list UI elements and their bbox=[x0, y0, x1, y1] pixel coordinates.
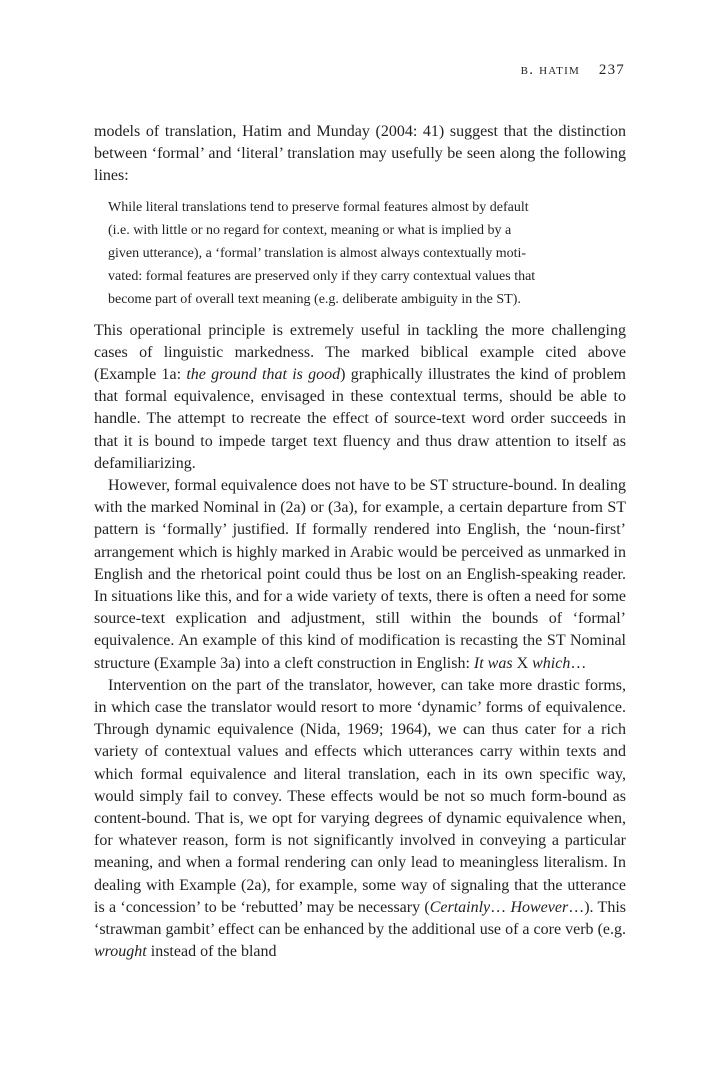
running-head-author: b. hatim bbox=[520, 62, 580, 78]
quote-line: given utterance), a ‘formal’ translation is almost always contextually moti- bbox=[108, 245, 527, 261]
block-quote bbox=[108, 196, 608, 311]
quote-line: While literal translations tend to preserve formal features almost by default bbox=[108, 199, 529, 215]
para3-text-c: …). This ‘strawman gambit’ effect can be enhanced by the additional use of a core verb (e.g. bbox=[94, 898, 626, 939]
running-head bbox=[521, 62, 625, 79]
intro-text: models of translation, Hatim and Munday (2004: 41) suggest that the distinction between ‘formal’ and ‘literal’ translation may usefully be seen along the following lines: bbox=[94, 123, 626, 185]
body-text bbox=[94, 121, 626, 964]
paragraph-dynamic-equivalence bbox=[94, 675, 626, 964]
para3-text-a: Intervention on the part of the translator, however, can take more drastic forms, in which case the translator would resort to more ‘dynamic’ forms of equivalence. Through dynamic equivalence (Nida, 1969; 1964), we can thus cater for a rich variety of contextual values and effects which utterances carry within texts and which formal equivalence and literal translation, each in its own specific way, would simply fail to convey. These effects would be not so much form-bound as content-bound. That is, we opt for varying degrees of dynamic equivalence when, for whatever reason, form is not significantly involved in conveying a particular meaning, and when a formal rendering can only lead to meaningless literalism. In dealing with Example (2a), for example, some way of signaling that the utterance is a ‘concession’ to be ‘rebutted’ may be necessary ( bbox=[94, 676, 626, 916]
para3-italic-however: However bbox=[510, 898, 569, 916]
para3-text-d: instead of the bland bbox=[146, 943, 277, 961]
para2-text-b: X bbox=[512, 654, 533, 672]
quote-line: (i.e. with little or no regard for context, meaning or what is implied by a bbox=[108, 222, 512, 238]
intro-paragraph bbox=[94, 121, 626, 188]
para2-text-c: … bbox=[570, 654, 587, 672]
para2-italic-it-was: It was bbox=[473, 654, 513, 672]
para1-text-b: ) graphically illustrates the kind of problem that formal equivalence, envisaged in these contextual terms, should be able to handle. The attempt to recreate the effect of source-text word order succeeds in that it is bound to impede target text fluency and thus draw attention to itself as defamiliarizing. bbox=[94, 366, 626, 472]
para2-italic-which: which bbox=[532, 654, 571, 672]
quote-line: vated: formal features are preserved only if they carry contextual values that bbox=[108, 268, 536, 284]
page-number: 237 bbox=[598, 62, 625, 78]
para2-text-a: However, formal equivalence does not have to be ST structure-bound. In dealing with the marked Nominal in (2a) or (3a), for example, a certain departure from ST pattern is ‘formally’ justified. If formally rendered into English, the ‘noun-first’ arrangement which is highly marked in Arabic would be perceived as unmarked in English and the rhetorical point could thus be lost on an English-speaking reader. In situations like this, and for a wide variety of texts, there is often a need for some source-text explication and adjustment, still within the bounds of ‘formal’ equivalence. An example of this kind of modification is recasting the ST Nominal structure (Example 3a) into a cleft construction in English: bbox=[94, 477, 626, 672]
para3-italic-wrought: wrought bbox=[94, 943, 147, 961]
para3-italic-certainly: Certainly bbox=[429, 898, 491, 916]
quote-line: become part of overall text meaning (e.g. deliberate ambiguity in the ST). bbox=[108, 291, 521, 307]
paragraph-formal-equivalence bbox=[94, 475, 626, 675]
paragraph-operational-principle bbox=[94, 320, 626, 475]
para3-text-b: … bbox=[490, 898, 511, 916]
para1-italic-example: the ground that is good bbox=[186, 366, 341, 384]
para1-text-a: This operational principle is extremely useful in tackling the more challenging cases of linguistic markedness. The marked biblical example cited above (Example 1a: bbox=[94, 321, 626, 384]
